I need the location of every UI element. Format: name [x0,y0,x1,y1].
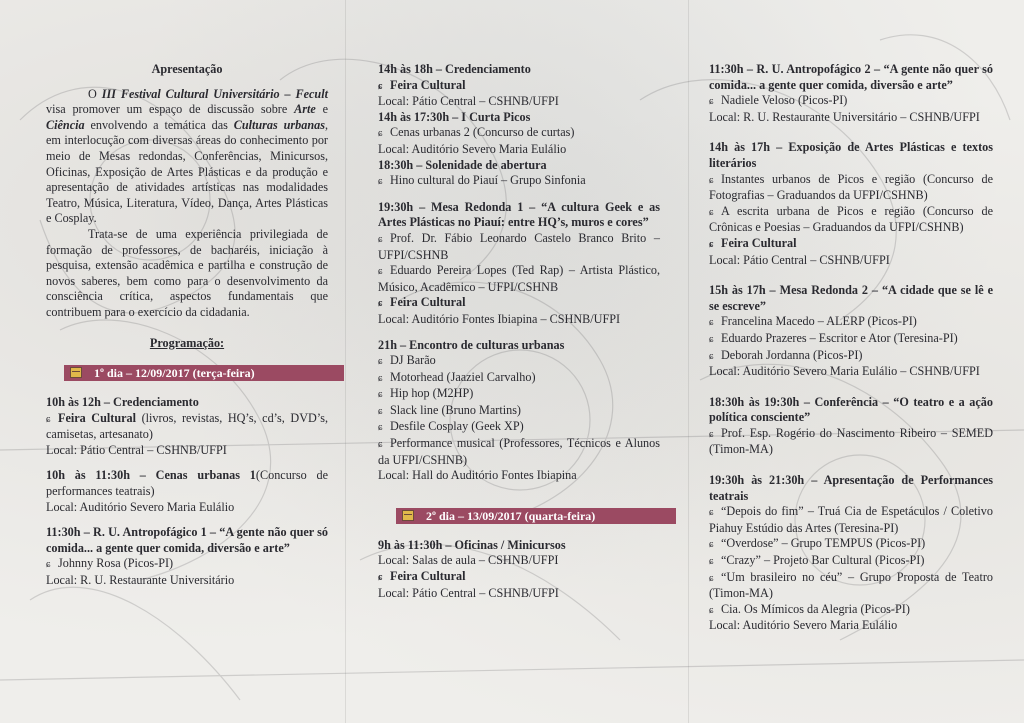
column-presentation [46,62,328,589]
event-location: Local: Auditório Severo Maria Eulálio [46,499,235,514]
bullet-icon: ɕ [378,422,383,434]
list-item: ɕ Performance musical (Professores, Técnicos e Alunos da UFPI/CSHNB) [378,436,660,467]
list-item: ɕ “Depois do fim” – Truá Cia de Espetáculos / Coletivo Piahuy Estúdio das Artes (Teresina-PI) [709,504,993,535]
bullet-icon: ɕ [709,333,714,345]
list-item: ɕ Francelina Macedo – ALERP (Picos-PI) [709,314,993,331]
event-location: Local: R. U. Restaurante Universitário – CSHNB/UFPI [709,109,980,124]
bullet-icon: ɕ [378,298,383,310]
bullet-icon: ɕ [709,238,714,250]
bullet-icon: ɕ [378,80,383,92]
list-item: ɕ Desfile Cosplay (Geek XP) [378,419,660,436]
column-schedule-day1 [378,62,660,601]
event-location: Local: Salas de aula – CSHNB/UFPI [378,553,559,568]
bullet-icon: ɕ [709,556,714,568]
list-item: ɕ DJ Barão [378,353,660,370]
event-location: Local: Pátio Central – CSHNB/UFPI [378,94,559,109]
event-title: 15h às 17h – Mesa Redonda 2 – “A cidade que se lê e se escreve” [709,283,993,313]
section-title-apresentacao: Apresentação [151,62,223,76]
list-item: ɕ Cia. Os Mímicos da Alegria (Picos-PI) [709,602,993,619]
bullet-icon: ɕ [378,233,383,245]
bullet-icon: ɕ [709,206,714,218]
list-item: ɕ “Crazy” – Projeto Bar Cultural (Picos-PI) [709,553,993,570]
fold-line [345,0,346,723]
intro-paragraph: O III Festival Cultural Universitário – Fecult visa promover um espaço de discussão sobre Arte e Ciência envolvendo a temática das Culturas urbanas, em interlocução com diversas áreas do conhecimento por meio de Mesas redondas, Conferências, Minicursos, Oficinas, Exposição de Artes Plásticas e da produção e apresentação de atividades artísticas nas modalidades Teatro, Música, Literatura, Vídeo, Dança, Artes Plásticas e Cosplay. [46,86,328,226]
list-item: ɕ Cenas urbanas 2 (Concurso de curtas) [378,125,660,142]
event-location: Local: Pátio Central – CSHNB/UFPI [378,585,559,600]
list-item: ɕ Feira Cultural [378,569,660,586]
event-title: 21h – Encontro de culturas urbanas [378,337,565,352]
list-item: ɕ Feira Cultural (livros, revistas, HQ’s, cd’s, DVD’s, camisetas, artesanato) [46,410,328,442]
event-title: 19:30h às 21:30h – Apresentação de Performances teatrais [709,473,993,503]
bullet-icon: ɕ [709,96,714,108]
event-title: 10h às 12h – Credenciamento [46,395,199,410]
event-location: Local: Hall do Auditório Fontes Ibiapina [378,468,577,483]
list-item: ɕ Johnny Rosa (Picos-PI) [46,556,328,573]
list-item: ɕ “Um brasileiro no céu” – Grupo Proposta de Teatro (Timon-MA) [709,569,993,601]
list-item: ɕ Hip hop (M2HP) [378,386,660,403]
bullet-icon: ɕ [709,350,714,362]
event-title: 18:30h às 19:30h – Conferência – “O teatro e a ação política consciente” [709,394,993,425]
bullet-icon: ɕ [378,389,383,401]
list-item: ɕ Slack line (Bruno Martins) [378,403,660,420]
event-location: Local: Auditório Fontes Ibiapina – CSHNB/UFPI [378,311,621,326]
event-title: 18:30h – Solenidade de abertura [378,157,547,172]
list-item: ɕ Deborah Jordanna (Picos-PI) [709,348,993,365]
programacao-heading: Programação: [149,335,225,350]
list-item: ɕ Eduardo Prazeres – Escritor e Ator (Teresina-PI) [709,331,993,348]
bullet-icon: ɕ [709,507,714,519]
list-item: ɕ Nadiele Veloso (Picos-PI) [709,93,993,110]
list-item: ɕ Hino cultural do Piauí – Grupo Sinfonia [378,173,660,190]
event-title: 14h às 17:30h – I Curta Picos [378,109,531,124]
event-location: Local: Pátio Central – CSHNB/UFPI [709,252,890,267]
bullet-icon: ɕ [378,572,383,584]
calendar-icon [70,367,82,378]
list-item: ɕ A escrita urbana de Picos e região (Concurso de Crônicas e Poesias – Graduandos da UFPI/CSHNB) [709,203,993,235]
column-schedule-day2 [709,62,993,634]
bullet-icon: ɕ [46,559,51,571]
event-title: 11:30h – R. U. Antropofágico 1 – “A gente não quer só comida... a gente quer comida, diversão e arte” [46,525,328,555]
list-item: ɕ Feira Cultural [378,295,660,312]
list-item: ɕ Feira Cultural [709,236,993,253]
bullet-icon: ɕ [378,439,383,451]
event-title: 11:30h – R. U. Antropofágico 2 – “A gente não quer só comida... a gente quer comida, diversão e arte” [709,62,993,92]
event-location: Local: R. U. Restaurante Universitário [46,573,235,588]
list-item: ɕ Motorhead (Jaaziel Carvalho) [378,370,660,387]
event-location: Local: Auditório Severo Maria Eulálio [709,618,898,633]
bullet-icon: ɕ [378,176,383,188]
event-title: 14h às 17h – Exposição de Artes Plásticas e textos literários [709,140,993,170]
bullet-icon: ɕ [709,604,714,616]
day1-banner: 1º dia – 12/09/2017 (terça-feira) [64,365,344,381]
event-location: Local: Pátio Central – CSHNB/UFPI [46,442,227,457]
list-item: ɕ “Overdose” – Grupo TEMPUS (Picos-PI) [709,536,993,553]
list-item: ɕ Instantes urbanos de Picos e região (Concurso de Fotografias – Graduandos da UFPI/CSHNB) [709,171,993,203]
event-title: 19:30h – Mesa Redonda 1 – “A cultura Geek e as Artes Plásticas no Piauí: entre HQ’s, muros e cores” [378,199,660,230]
list-item: ɕ Eduardo Pereira Lopes (Ted Rap) – Artista Plástico, Músico, Acadêmico – UFPI/CSHNB [378,263,660,294]
bullet-icon: ɕ [378,266,383,278]
bullet-icon: ɕ [709,174,714,186]
bullet-icon: ɕ [709,428,714,440]
event-title: 10h às 11:30h – Cenas urbanas 1(Concurso de performances teatrais) [46,468,328,499]
bullet-icon: ɕ [378,356,383,368]
fold-line [688,0,689,723]
bullet-icon: ɕ [709,317,714,329]
bullet-icon: ɕ [46,413,51,425]
second-paragraph: Trata-se de uma experiência privilegiada de formação de professores, de bacharéis, iniciação à pesquisa, extensão acadêmica e partilha e construção de novos saberes, bem como para o desenvolvimento da consciência crítica, aspectos fundamentais que contribuem para o exercício da cidadania. [46,226,328,319]
list-item: ɕ Prof. Esp. Rogério do Nascimento Ribeiro – SEMED (Timon-MA) [709,425,993,457]
event-title: 14h às 18h – Credenciamento [378,62,531,76]
bullet-icon: ɕ [378,128,383,140]
list-item: ɕ Prof. Dr. Fábio Leonardo Castelo Branco Brito – UFPI/CSHNB [378,230,660,262]
bullet-icon: ɕ [378,405,383,417]
calendar-icon [402,510,414,521]
bullet-icon: ɕ [709,539,714,551]
list-item: ɕ Feira Cultural [378,78,660,95]
event-location: Local: Auditório Severo Maria Eulálio – CSHNB/UFPI [709,364,980,379]
bullet-icon: ɕ [378,372,383,384]
bullet-icon: ɕ [709,572,714,584]
day2-banner: 2º dia – 13/09/2017 (quarta-feira) [396,508,676,524]
event-name: III Festival Cultural Universitário – Fecult [101,86,328,101]
event-title: 9h às 11:30h – Oficinas / Minicursos [378,537,566,552]
event-location: Local: Auditório Severo Maria Eulálio [378,141,567,156]
